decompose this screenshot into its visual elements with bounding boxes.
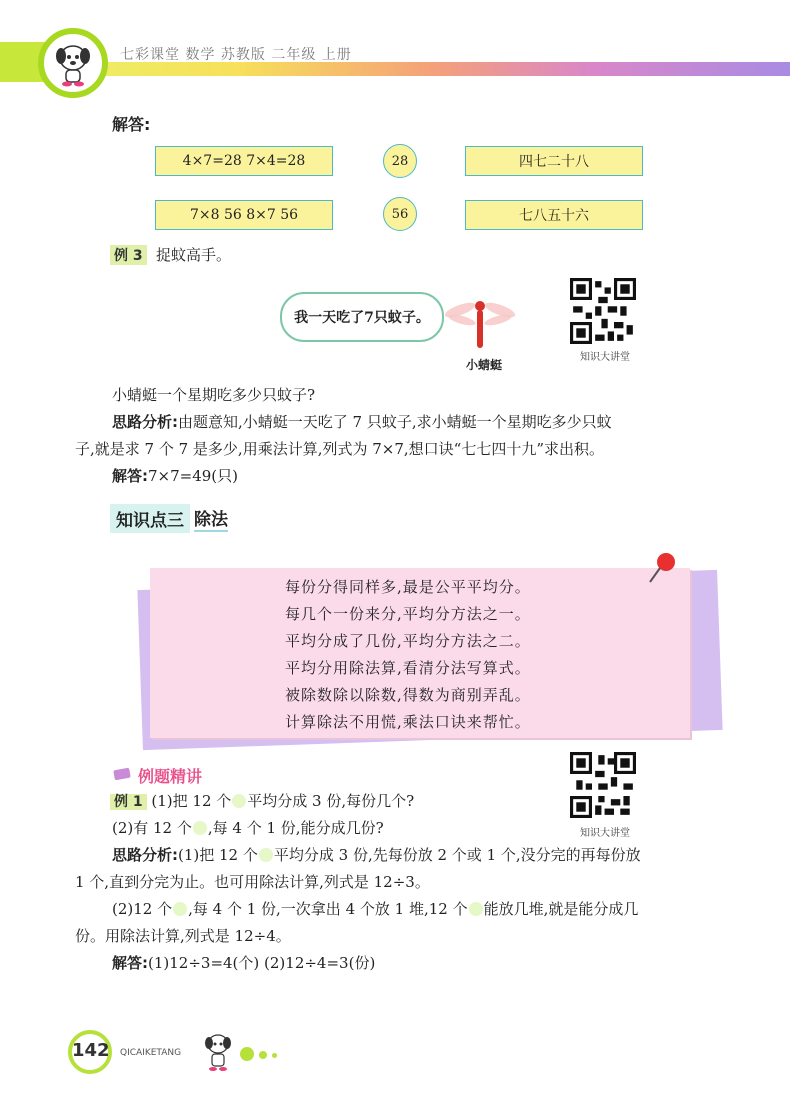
question-1-part-a: (1)把 12 个 (151, 792, 232, 810)
poem-line: 每份分得同样多,最是公平平均分。 (285, 578, 531, 596)
analysis-label: 思路分析: (112, 413, 178, 431)
example-3-title: 捉蚊高手。 (156, 246, 232, 264)
question-2-part-b: ,每 4 个 1 份,能分成几份? (207, 819, 384, 837)
poem-lines (285, 574, 531, 736)
qr-code-icon (570, 278, 636, 344)
poem-line: 平均分成了几份,平均分方法之二。 (285, 632, 531, 650)
footer-dot (272, 1053, 277, 1058)
qr-caption-2: 知识大讲堂 (580, 828, 630, 839)
page-number: 142 (72, 1040, 110, 1061)
product-box-1: 4×7=28 7×4=28 (155, 146, 333, 176)
analysis-3-part-a: (2)12 个 (112, 900, 173, 918)
lecture-analysis-4: 份。用除法计算,列式是 12÷4。 (75, 927, 291, 945)
poem-line: 平均分用除法算,看清分法写算式。 (285, 659, 531, 677)
circle-counter-icon (469, 902, 483, 916)
mascot-logo (38, 28, 108, 98)
speech-bubble: 我一天吃了7只蚊子。 (280, 292, 444, 342)
rhyme-box-1: 四七二十八 (465, 146, 643, 176)
rhyme-box-2: 七八五十六 (465, 200, 643, 230)
circle-counter-icon (232, 794, 246, 808)
example-1-question-2 (112, 815, 384, 842)
section-title: 除法 (194, 505, 228, 532)
circle-counter-icon (259, 848, 273, 862)
lecture-answer-value: (1)12÷3=4(个) (2)12÷4=3(份) (148, 954, 376, 972)
analysis-1-part-b: 平均分成 3 份,先每份放 2 个或 1 个,没分完的再每份放 (273, 846, 641, 864)
example-3-answer (112, 463, 238, 490)
qr-code-icon (570, 752, 636, 818)
analysis-1-part-a: (1)把 12 个 (178, 846, 258, 864)
answer-label-2: 解答: (112, 467, 148, 485)
dog-mascot-icon (200, 1030, 236, 1074)
poem-line: 每几个一份来分,平均分方法之一。 (285, 605, 531, 623)
section-heading (110, 504, 228, 532)
dog-mascot-icon (44, 34, 102, 92)
product-circle-1: 28 (383, 144, 417, 178)
footer-dot (259, 1051, 267, 1059)
poem-line: 被除数除以除数,得数为商别弄乱。 (285, 686, 531, 704)
circle-counter-icon (173, 902, 187, 916)
lecture-analysis-3 (112, 896, 742, 923)
product-circle-2: 56 (383, 197, 417, 231)
eraser-icon (112, 766, 132, 782)
example-3-question: 小蜻蜓一个星期吃多少只蚊子? (112, 386, 316, 404)
answer-value: 7×7=49(只) (148, 467, 239, 485)
example-1-tag: 例 1 (110, 794, 147, 810)
product-box-2: 7×8 56 8×7 56 (155, 200, 333, 230)
lecture-analysis-2: 1 个,直到分完为止。也可用除法计算,列式是 12÷3。 (75, 873, 430, 891)
dragonfly-caption: 小蜻蜓 (466, 358, 503, 372)
header-title: 七彩课堂 数学 苏教版 二年级 上册 (120, 47, 352, 63)
circle-counter-icon (193, 821, 207, 835)
lecture-heading: 例题精讲 (138, 767, 203, 786)
answer-label-3: 解答: (112, 954, 148, 972)
footer-dot (240, 1047, 254, 1061)
header-color-band (0, 62, 790, 76)
poem-line: 计算除法不用慌,乘法口诀来帮忙。 (285, 713, 531, 731)
qr-caption-1: 知识大讲堂 (580, 352, 630, 363)
section-tag: 知识点三 (110, 504, 190, 533)
lecture-analysis-1 (112, 842, 742, 869)
answer-label: 解答: (112, 115, 151, 134)
example-3-tag: 例 3 (110, 245, 147, 265)
footer-brand: QICAIKETANG (120, 1048, 182, 1058)
example-1-question-1 (110, 788, 414, 816)
analysis-3-part-c: 能放几堆,就是能分成几 (483, 900, 639, 918)
pushpin-icon (640, 550, 680, 590)
analysis-line-2: 子,就是求 7 个 7 是多少,用乘法计算,列式为 7×7,想口诀“七七四十九”求出积。 (75, 440, 604, 458)
analysis-label: 思路分析: (112, 846, 178, 864)
analysis-3-part-b: ,每 4 个 1 份,一次拿出 4 个放 1 堆,12 个 (188, 900, 468, 918)
question-2-part-a: (2)有 12 个 (112, 819, 192, 837)
question-1-part-b: 平均分成 3 份,每份几个? (247, 792, 415, 810)
lecture-answer (112, 950, 375, 977)
analysis-line-1: 由题意知,小蜻蜓一天吃了 7 只蚊子,求小蜻蜓一个星期吃多少只蚊 (178, 413, 612, 431)
example-3-analysis (112, 409, 732, 436)
dragonfly-icon (440, 296, 520, 352)
